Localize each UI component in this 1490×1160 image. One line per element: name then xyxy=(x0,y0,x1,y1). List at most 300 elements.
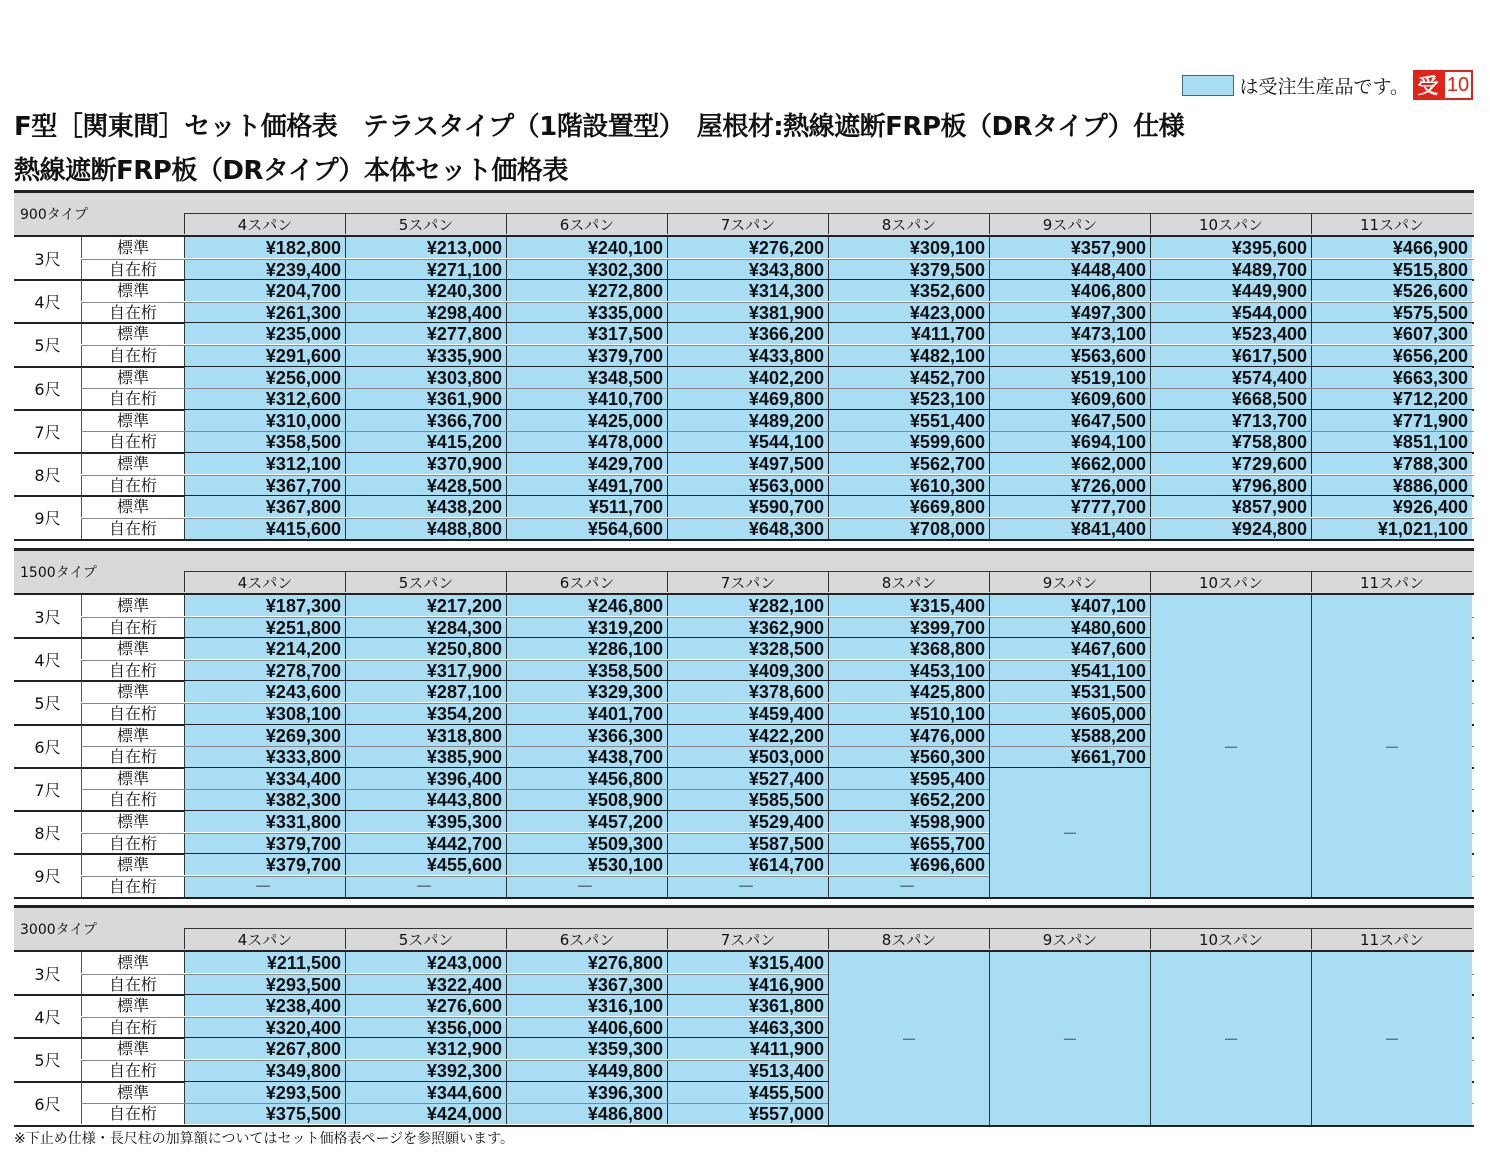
price-cell: ¥433,800 xyxy=(667,345,828,366)
price-cell: ¥310,000 xyxy=(184,410,345,431)
price-cell: ¥261,300 xyxy=(184,302,345,323)
price-table-section xyxy=(14,190,1474,541)
price-cell: ¥489,200 xyxy=(667,410,828,431)
price-cell: ¥367,800 xyxy=(184,496,345,517)
price-cell: ¥668,500 xyxy=(1150,388,1311,409)
price-cell: ¥214,200 xyxy=(184,638,345,659)
standard-type-label: 標準 xyxy=(81,768,184,789)
price-cell: ¥587,500 xyxy=(667,833,828,854)
standard-type-label: 標準 xyxy=(81,638,184,659)
price-cell: ¥564,600 xyxy=(506,518,667,539)
price-cell: ¥486,800 xyxy=(506,1103,667,1124)
span-column-header: 10スパン xyxy=(1150,213,1311,234)
price-cell: ¥293,500 xyxy=(184,1082,345,1103)
price-cell: ¥312,900 xyxy=(345,1038,506,1059)
size-label: 7尺 xyxy=(34,422,61,442)
price-cell: ¥551,400 xyxy=(828,410,989,431)
free-beam-type-label: 自在桁 xyxy=(81,388,184,409)
price-cell: ¥729,600 xyxy=(1150,453,1311,474)
span-column-header: 10スパン xyxy=(1150,571,1311,592)
standard-type-label: 標準 xyxy=(81,811,184,832)
free-beam-type-label: 自在桁 xyxy=(81,617,184,638)
price-cell: ¥455,600 xyxy=(345,854,506,875)
span-column-header: 11スパン xyxy=(1311,571,1472,592)
section-bottom-rule xyxy=(14,1125,1474,1127)
price-cell: ¥352,600 xyxy=(828,280,989,301)
price-cell: ¥1,021,100 xyxy=(1311,518,1472,539)
price-cell: ¥293,500 xyxy=(184,974,345,995)
price-cell: ¥442,700 xyxy=(345,833,506,854)
price-cell: ¥238,400 xyxy=(184,995,345,1016)
price-cell: ¥453,100 xyxy=(828,660,989,681)
price-cell: ¥287,100 xyxy=(345,681,506,702)
price-cell: ¥277,800 xyxy=(345,323,506,344)
price-cell: ¥366,300 xyxy=(506,725,667,746)
price-cell: ¥595,400 xyxy=(828,768,989,789)
not-available-cell: － xyxy=(1311,952,1472,1125)
span-column-header: 10スパン xyxy=(1150,928,1311,949)
standard-type-label: 標準 xyxy=(81,854,184,875)
page-title: F型［関東間］セット価格表 テラスタイプ（1階設置型） 屋根材:熱線遮断FRP板（DRタイプ）仕様 xyxy=(14,112,1185,142)
price-cell: ¥562,700 xyxy=(828,453,989,474)
standard-type-label: 標準 xyxy=(81,995,184,1016)
standard-type-label: 標準 xyxy=(81,1082,184,1103)
price-cell: ¥648,300 xyxy=(667,518,828,539)
price-cell: ¥523,100 xyxy=(828,388,989,409)
free-beam-type-label: 自在桁 xyxy=(81,833,184,854)
price-cell: ¥425,000 xyxy=(506,410,667,431)
page-subtitle: 熱線遮断FRP板（DRタイプ）本体セット価格表 xyxy=(14,156,568,186)
price-cell: ¥841,400 xyxy=(989,518,1150,539)
price-cell: － xyxy=(506,876,667,897)
not-available-cell: － xyxy=(1150,952,1311,1125)
legend-text: は受注生産品です。 xyxy=(1239,75,1409,98)
price-cell: ¥314,300 xyxy=(667,280,828,301)
price-cell: ¥614,700 xyxy=(667,854,828,875)
price-cell: ¥438,700 xyxy=(506,746,667,767)
size-label: 4尺 xyxy=(34,1008,61,1028)
price-cell: ¥590,700 xyxy=(667,496,828,517)
not-available-cell: － xyxy=(989,952,1150,1125)
price-cell: ¥410,700 xyxy=(506,388,667,409)
price-cell: ¥491,700 xyxy=(506,475,667,496)
price-cell: ¥335,000 xyxy=(506,302,667,323)
price-cell: ¥381,900 xyxy=(667,302,828,323)
price-cell: ¥924,800 xyxy=(1150,518,1311,539)
price-cell: ¥396,400 xyxy=(345,768,506,789)
price-cell: ¥276,600 xyxy=(345,995,506,1016)
span-column-header: 7スパン xyxy=(667,928,828,949)
price-cell: ¥335,900 xyxy=(345,345,506,366)
free-beam-type-label: 自在桁 xyxy=(81,518,184,539)
span-column-header: 5スパン xyxy=(345,571,506,592)
free-beam-type-label: 自在桁 xyxy=(81,1017,184,1038)
price-cell: ¥272,800 xyxy=(506,280,667,301)
price-cell: ¥508,900 xyxy=(506,789,667,810)
free-beam-type-label: 自在桁 xyxy=(81,259,184,280)
price-cell: ¥416,900 xyxy=(667,974,828,995)
price-cell: ¥886,000 xyxy=(1311,475,1472,496)
price-cell: ¥541,100 xyxy=(989,660,1150,681)
price-cell: ¥278,700 xyxy=(184,660,345,681)
price-cell: ¥610,300 xyxy=(828,475,989,496)
span-column-header: 7スパン xyxy=(667,571,828,592)
price-cell: ¥449,900 xyxy=(1150,280,1311,301)
price-cell: ¥256,000 xyxy=(184,367,345,388)
size-label: 5尺 xyxy=(34,1051,61,1071)
price-cell: ¥726,000 xyxy=(989,475,1150,496)
price-cell: ¥466,900 xyxy=(1311,237,1472,258)
size-label: 3尺 xyxy=(34,250,61,270)
price-cell: ¥712,200 xyxy=(1311,388,1472,409)
price-cell: ¥469,800 xyxy=(667,388,828,409)
price-cell: ¥367,300 xyxy=(506,974,667,995)
free-beam-type-label: 自在桁 xyxy=(81,703,184,724)
price-cell: ¥456,800 xyxy=(506,768,667,789)
price-cell: ¥448,400 xyxy=(989,259,1150,280)
price-cell: － xyxy=(667,876,828,897)
price-cell: ¥526,600 xyxy=(1311,280,1472,301)
price-cell: ¥563,600 xyxy=(989,345,1150,366)
price-cell: ¥513,400 xyxy=(667,1060,828,1081)
size-label: 4尺 xyxy=(34,651,61,671)
span-column-header: 4スパン xyxy=(184,928,345,949)
price-cell: ¥379,500 xyxy=(828,259,989,280)
price-cell: ¥269,300 xyxy=(184,725,345,746)
price-cell: ¥509,300 xyxy=(506,833,667,854)
price-cell: ¥669,800 xyxy=(828,496,989,517)
price-cell: ¥362,900 xyxy=(667,617,828,638)
price-cell: ¥315,400 xyxy=(828,595,989,616)
price-cell: ¥409,300 xyxy=(667,660,828,681)
span-column-header: 9スパン xyxy=(989,571,1150,592)
price-cell: ¥407,100 xyxy=(989,595,1150,616)
price-cell: ¥609,600 xyxy=(989,388,1150,409)
price-cell: ¥359,300 xyxy=(506,1038,667,1059)
price-cell: ¥428,500 xyxy=(345,475,506,496)
order-made-badge xyxy=(1413,70,1473,100)
span-column-header: 11スパン xyxy=(1311,928,1472,949)
price-cell: ¥607,300 xyxy=(1311,323,1472,344)
price-cell: ¥560,300 xyxy=(828,746,989,767)
price-cell: ¥317,900 xyxy=(345,660,506,681)
price-cell: ¥379,700 xyxy=(184,833,345,854)
free-beam-type-label: 自在桁 xyxy=(81,302,184,323)
price-cell: ¥523,400 xyxy=(1150,323,1311,344)
price-cell: ¥182,800 xyxy=(184,237,345,258)
price-cell: ¥187,300 xyxy=(184,595,345,616)
free-beam-type-label: 自在桁 xyxy=(81,475,184,496)
span-column-header: 6スパン xyxy=(506,928,667,949)
size-label: 9尺 xyxy=(34,509,61,529)
section-type-label: 1500タイプ xyxy=(20,565,97,581)
price-cell: ¥298,400 xyxy=(345,302,506,323)
size-label: 6尺 xyxy=(34,379,61,399)
price-cell: ¥531,500 xyxy=(989,681,1150,702)
price-cell: ¥378,600 xyxy=(667,681,828,702)
not-available-cell: － xyxy=(828,952,989,1125)
price-cell: ¥395,300 xyxy=(345,811,506,832)
price-cell: ¥312,600 xyxy=(184,388,345,409)
free-beam-type-label: 自在桁 xyxy=(81,660,184,681)
price-cell: ¥213,000 xyxy=(345,237,506,258)
price-cell: ¥291,600 xyxy=(184,345,345,366)
price-cell: ¥423,000 xyxy=(828,302,989,323)
price-cell: ¥422,200 xyxy=(667,725,828,746)
price-cell: ¥343,800 xyxy=(667,259,828,280)
price-cell: ¥402,200 xyxy=(667,367,828,388)
price-cell: ¥694,100 xyxy=(989,431,1150,452)
free-beam-type-label: 自在桁 xyxy=(81,431,184,452)
row-divider xyxy=(81,431,1474,432)
price-cell: ¥529,400 xyxy=(667,811,828,832)
not-available-cell: － xyxy=(1311,595,1472,897)
free-beam-type-label: 自在桁 xyxy=(81,345,184,366)
price-cell: ¥557,000 xyxy=(667,1103,828,1124)
standard-type-label: 標準 xyxy=(81,595,184,616)
span-column-header: 4スパン xyxy=(184,213,345,234)
price-cell: ¥449,800 xyxy=(506,1060,667,1081)
price-cell: ¥476,000 xyxy=(828,725,989,746)
price-cell: ¥331,800 xyxy=(184,811,345,832)
span-column-header: 5スパン xyxy=(345,928,506,949)
price-cell: ¥457,200 xyxy=(506,811,667,832)
price-cell: ¥455,500 xyxy=(667,1082,828,1103)
free-beam-type-label: 自在桁 xyxy=(81,974,184,995)
price-cell: ¥503,000 xyxy=(667,746,828,767)
price-cell: ¥399,700 xyxy=(828,617,989,638)
span-column-header: 6スパン xyxy=(506,213,667,234)
price-cell: ¥240,100 xyxy=(506,237,667,258)
price-cell: ¥319,200 xyxy=(506,617,667,638)
legend-color-swatch xyxy=(1182,75,1234,96)
price-cell: ¥511,700 xyxy=(506,496,667,517)
price-cell: ¥235,000 xyxy=(184,323,345,344)
price-cell: － xyxy=(828,876,989,897)
not-available-cell: － xyxy=(1150,595,1311,897)
price-cell: ¥370,900 xyxy=(345,453,506,474)
price-cell: ¥661,700 xyxy=(989,746,1150,767)
order-made-legend xyxy=(1182,70,1473,100)
price-cell: ¥411,900 xyxy=(667,1038,828,1059)
price-cell: ¥366,700 xyxy=(345,410,506,431)
standard-type-label: 標準 xyxy=(81,323,184,344)
price-cell: ¥519,100 xyxy=(989,367,1150,388)
price-cell: ¥655,700 xyxy=(828,833,989,854)
price-cell: ¥284,300 xyxy=(345,617,506,638)
price-cell: ¥243,000 xyxy=(345,952,506,973)
standard-type-label: 標準 xyxy=(81,496,184,517)
price-cell: ¥452,700 xyxy=(828,367,989,388)
price-cell: ¥443,800 xyxy=(345,789,506,810)
span-column-header: 7スパン xyxy=(667,213,828,234)
price-cell: ¥379,700 xyxy=(506,345,667,366)
price-cell: ¥318,800 xyxy=(345,725,506,746)
price-cell: ¥663,300 xyxy=(1311,367,1472,388)
price-cell: ¥463,300 xyxy=(667,1017,828,1038)
price-cell: ¥478,000 xyxy=(506,431,667,452)
span-column-header: 11スパン xyxy=(1311,213,1472,234)
price-cell: ¥489,700 xyxy=(1150,259,1311,280)
price-cell: ¥617,500 xyxy=(1150,345,1311,366)
price-cell: ¥575,500 xyxy=(1311,302,1472,323)
span-column-header: 5スパン xyxy=(345,213,506,234)
price-cell: ¥276,800 xyxy=(506,952,667,973)
row-divider xyxy=(81,518,1474,519)
standard-type-label: 標準 xyxy=(81,367,184,388)
price-cell: － xyxy=(184,876,345,897)
size-label: 5尺 xyxy=(34,336,61,356)
price-cell: ¥217,200 xyxy=(345,595,506,616)
span-column-header: 8スパン xyxy=(828,213,989,234)
price-cell: ¥482,100 xyxy=(828,345,989,366)
price-cell: ¥771,900 xyxy=(1311,410,1472,431)
price-cell: ¥286,100 xyxy=(506,638,667,659)
price-cell: ¥480,600 xyxy=(989,617,1150,638)
price-cell: ¥211,500 xyxy=(184,952,345,973)
price-cell: ¥926,400 xyxy=(1311,496,1472,517)
row-divider xyxy=(81,345,1474,346)
section-bottom-rule xyxy=(14,539,1474,541)
span-column-header: 9スパン xyxy=(989,213,1150,234)
standard-type-label: 標準 xyxy=(81,681,184,702)
size-label: 8尺 xyxy=(34,466,61,486)
standard-type-label: 標準 xyxy=(81,725,184,746)
price-cell: ¥366,200 xyxy=(667,323,828,344)
price-cell: ¥322,400 xyxy=(345,974,506,995)
price-cell: ¥240,300 xyxy=(345,280,506,301)
price-cell: ¥315,400 xyxy=(667,952,828,973)
size-label: 6尺 xyxy=(34,737,61,757)
price-cell: ¥354,200 xyxy=(345,703,506,724)
price-cell: ¥497,300 xyxy=(989,302,1150,323)
price-cell: ¥473,100 xyxy=(989,323,1150,344)
price-cell: ¥796,800 xyxy=(1150,475,1311,496)
price-cell: ¥267,800 xyxy=(184,1038,345,1059)
size-label: 3尺 xyxy=(34,965,61,985)
price-cell: ¥367,700 xyxy=(184,475,345,496)
price-cell: ¥282,100 xyxy=(667,595,828,616)
free-beam-type-label: 自在桁 xyxy=(81,789,184,810)
price-cell: ¥358,500 xyxy=(506,660,667,681)
price-cell: ¥588,200 xyxy=(989,725,1150,746)
price-cell: ¥438,200 xyxy=(345,496,506,517)
standard-type-label: 標準 xyxy=(81,237,184,258)
size-label: 8尺 xyxy=(34,824,61,844)
price-cell: ¥652,200 xyxy=(828,789,989,810)
price-cell: ¥401,700 xyxy=(506,703,667,724)
free-beam-type-label: 自在桁 xyxy=(81,746,184,767)
price-cell: ¥563,000 xyxy=(667,475,828,496)
price-cell: ¥406,600 xyxy=(506,1017,667,1038)
price-cell: ¥357,900 xyxy=(989,237,1150,258)
price-cell: ¥544,100 xyxy=(667,431,828,452)
size-label: 6尺 xyxy=(34,1094,61,1114)
price-cell: ¥251,800 xyxy=(184,617,345,638)
price-cell: ¥647,500 xyxy=(989,410,1150,431)
price-cell: ¥396,300 xyxy=(506,1082,667,1103)
standard-type-label: 標準 xyxy=(81,410,184,431)
price-cell: ¥708,000 xyxy=(828,518,989,539)
price-cell: ¥349,800 xyxy=(184,1060,345,1081)
price-cell: ¥415,600 xyxy=(184,518,345,539)
price-cell: ¥344,600 xyxy=(345,1082,506,1103)
price-cell: ¥328,500 xyxy=(667,638,828,659)
span-column-header: 4スパン xyxy=(184,571,345,592)
row-divider xyxy=(81,302,1474,303)
price-table-section xyxy=(14,905,1474,1127)
section-bottom-rule xyxy=(14,897,1474,899)
standard-type-label: 標準 xyxy=(81,1038,184,1059)
price-cell: ¥348,500 xyxy=(506,367,667,388)
not-available-cell: － xyxy=(989,768,1150,898)
price-cell: ¥302,300 xyxy=(506,259,667,280)
price-cell: ¥574,400 xyxy=(1150,367,1311,388)
price-cell: ¥368,800 xyxy=(828,638,989,659)
size-label: 3尺 xyxy=(34,608,61,628)
price-cell: ¥395,600 xyxy=(1150,237,1311,258)
row-divider xyxy=(81,388,1474,389)
price-cell: ¥777,700 xyxy=(989,496,1150,517)
span-header-row xyxy=(184,571,1474,592)
price-cell: ¥361,900 xyxy=(345,388,506,409)
price-cell: ¥309,100 xyxy=(828,237,989,258)
price-cell: ¥510,100 xyxy=(828,703,989,724)
row-divider xyxy=(81,259,1474,260)
price-cell: ¥204,700 xyxy=(184,280,345,301)
price-cell: ¥544,000 xyxy=(1150,302,1311,323)
price-cell: ¥530,100 xyxy=(506,854,667,875)
price-cell: ¥758,800 xyxy=(1150,431,1311,452)
price-cell: ¥334,400 xyxy=(184,768,345,789)
span-header-row xyxy=(184,213,1474,234)
price-cell: ¥459,400 xyxy=(667,703,828,724)
price-cell: ¥713,700 xyxy=(1150,410,1311,431)
price-cell: ¥271,100 xyxy=(345,259,506,280)
free-beam-type-label: 自在桁 xyxy=(81,1060,184,1081)
price-cell: ¥467,600 xyxy=(989,638,1150,659)
standard-type-label: 標準 xyxy=(81,952,184,973)
price-cell: ¥406,800 xyxy=(989,280,1150,301)
price-cell: ¥497,500 xyxy=(667,453,828,474)
size-label: 9尺 xyxy=(34,867,61,887)
price-cell: ¥329,300 xyxy=(506,681,667,702)
price-cell: ¥239,400 xyxy=(184,259,345,280)
free-beam-type-label: 自在桁 xyxy=(81,876,184,897)
section-type-label: 900タイプ xyxy=(20,207,89,223)
free-beam-type-label: 自在桁 xyxy=(81,1103,184,1124)
price-cell: ¥375,500 xyxy=(184,1103,345,1124)
price-cell: ¥425,800 xyxy=(828,681,989,702)
badge-kanji: 受 xyxy=(1413,70,1443,100)
price-cell: ¥599,600 xyxy=(828,431,989,452)
price-cell: ¥488,800 xyxy=(345,518,506,539)
price-cell: ¥308,100 xyxy=(184,703,345,724)
price-cell: ¥605,000 xyxy=(989,703,1150,724)
price-cell: － xyxy=(345,876,506,897)
price-cell: ¥382,300 xyxy=(184,789,345,810)
price-cell: ¥662,000 xyxy=(989,453,1150,474)
section-type-label: 3000タイプ xyxy=(20,922,97,938)
price-cell: ¥361,800 xyxy=(667,995,828,1016)
price-table-section xyxy=(14,548,1474,899)
price-cell: ¥316,100 xyxy=(506,995,667,1016)
price-cell: ¥243,600 xyxy=(184,681,345,702)
row-divider xyxy=(81,475,1474,476)
standard-type-label: 標準 xyxy=(81,280,184,301)
price-cell: ¥515,800 xyxy=(1311,259,1472,280)
span-header-row xyxy=(184,928,1474,949)
